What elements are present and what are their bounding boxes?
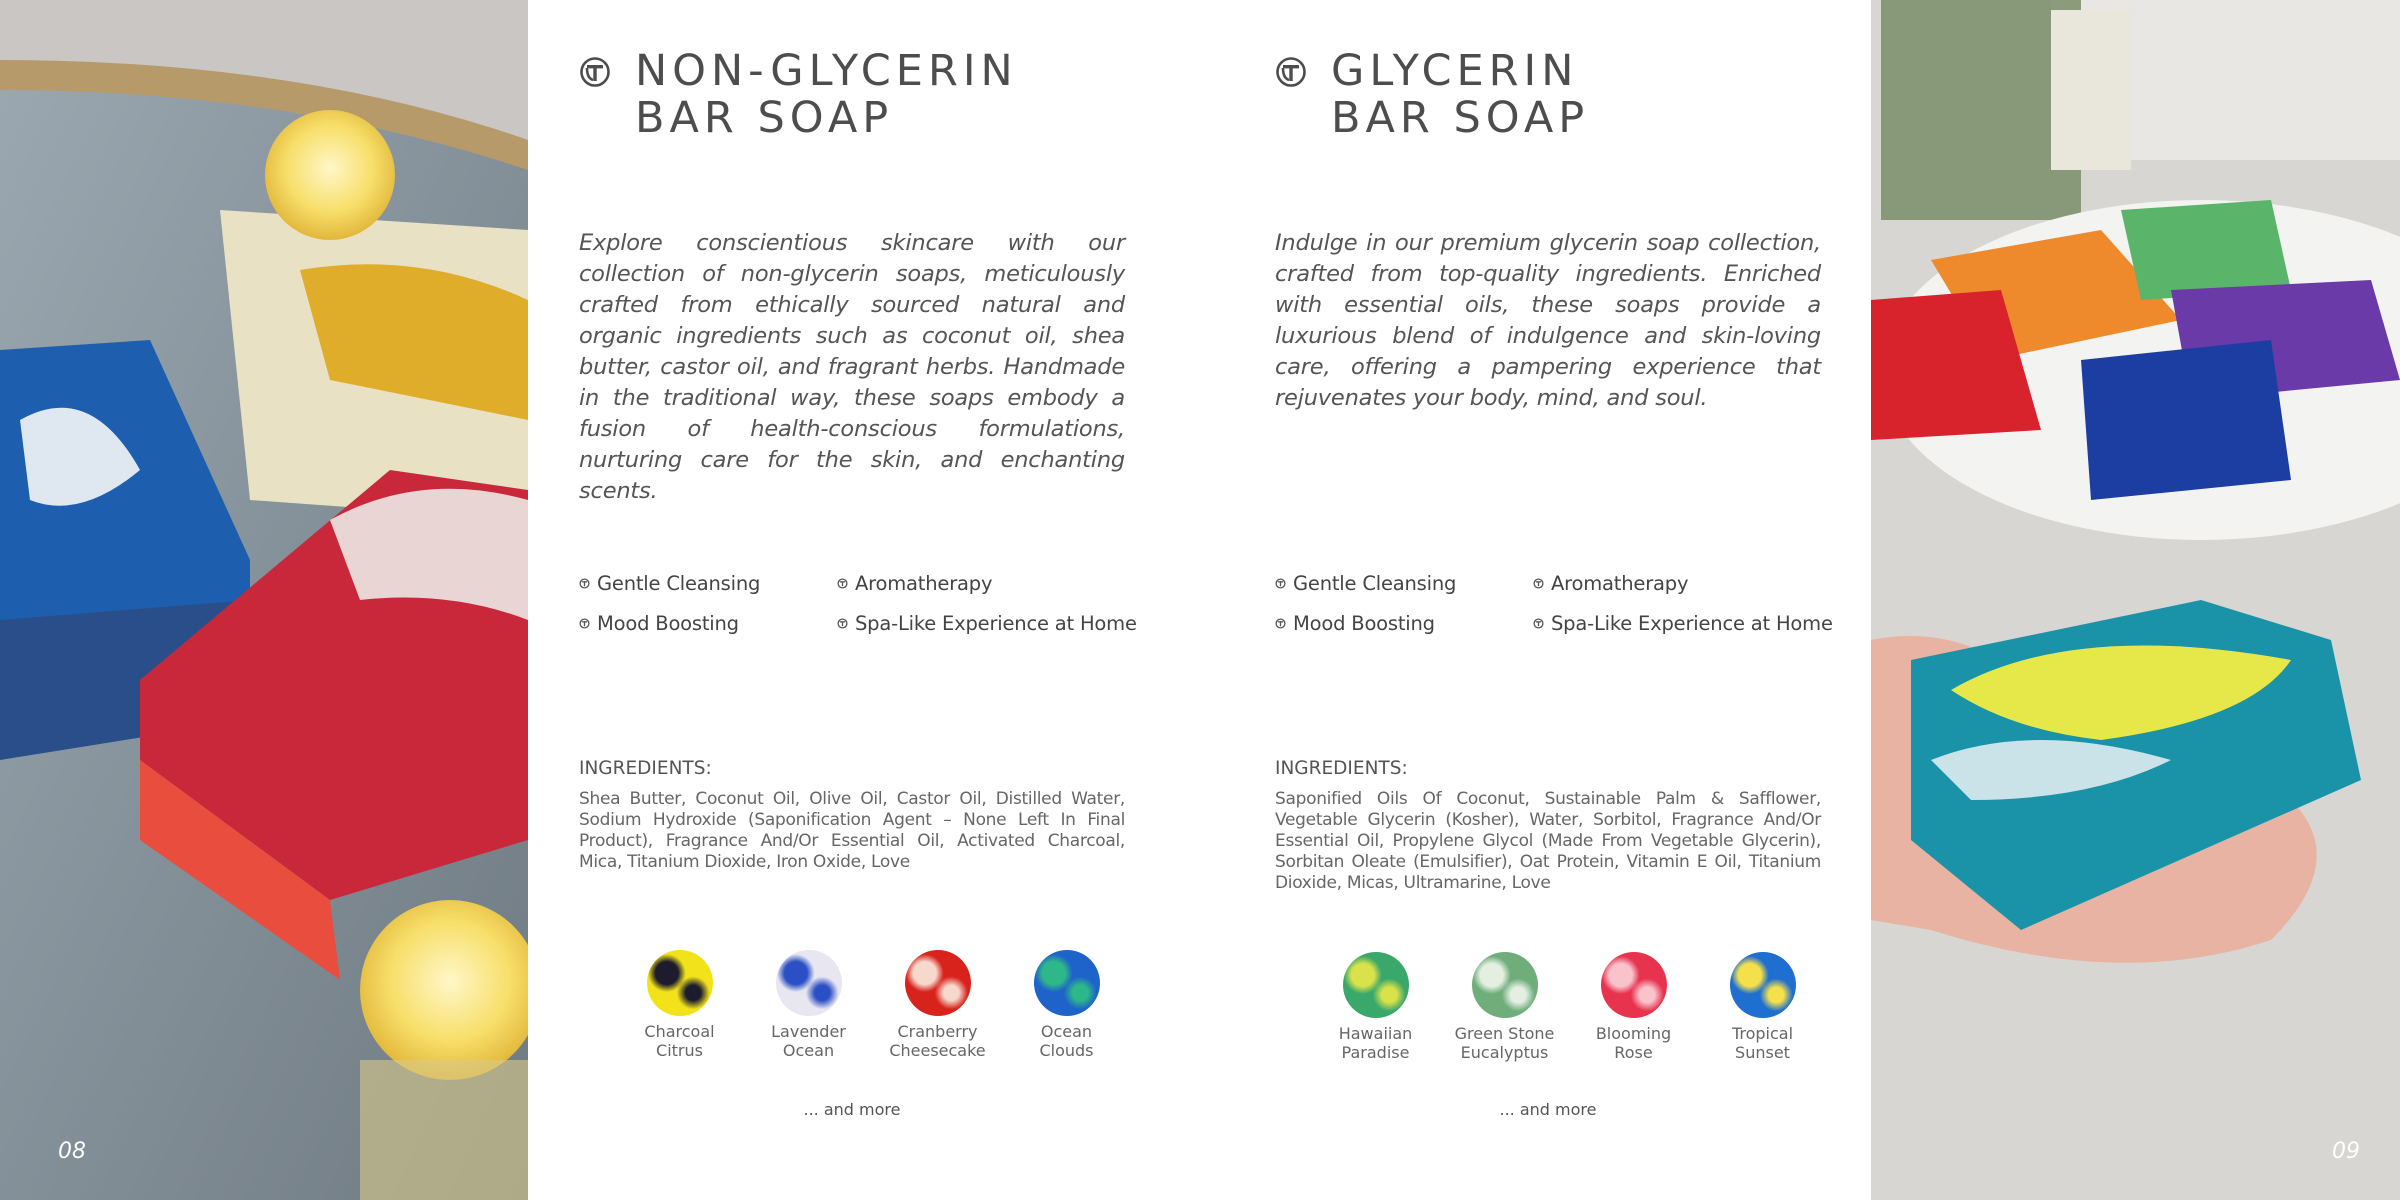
brand-bullet-icon: [579, 618, 590, 629]
title-line-2: BAR SOAP: [1331, 93, 1590, 143]
scent-swatches: [615, 950, 1131, 1060]
glycerin-section: [1275, 0, 1833, 1200]
and-more-text: ... and more: [803, 1100, 901, 1119]
brand-bullet-icon: [1533, 618, 1544, 629]
brand-bullet-icon: [837, 618, 848, 629]
ingredients-heading: INGREDIENTS:: [579, 758, 712, 779]
scent-swatch: [1311, 952, 1440, 1062]
swatch-image: [1034, 950, 1100, 1016]
swatch-image: [647, 950, 713, 1016]
brand-bullet-icon: [837, 578, 848, 589]
feature-item: Aromatherapy: [1533, 572, 1833, 595]
swatch-image: [1472, 952, 1538, 1018]
swatch-image: [1730, 952, 1796, 1018]
section-description: Explore conscientious skincare with our collection of non-glycerin soaps, meticulously crafted from ethically sourced natural and organic ingredients such as coconut oil, shea butter, castor oil, and fragrant herbs. Handmade in the traditional way, these soaps embody a fusion of health-conscious formulations, nurturing care for the skin, and enchanting scents.: [579, 230, 1125, 504]
section-description: Indulge in our premium glycerin soap collection, crafted from top-quality ingredients. Enriched with essential oils, these soaps provide a luxurious blend of indulgence and skin-loving care, offering a pampering experience that rejuvenates your body, mind, and soul.: [1275, 230, 1821, 411]
scent-swatch: [1440, 952, 1569, 1062]
feature-item: Spa-Like Experience at Home: [1533, 612, 1833, 635]
brand-logo-icon: [1275, 56, 1307, 88]
brand-bullet-icon: [579, 578, 590, 589]
brand-logo-icon: [579, 56, 611, 88]
swatch-label: Ocean Clouds: [1039, 1022, 1094, 1060]
swatch-label: Blooming Rose: [1595, 1024, 1672, 1062]
swatch-image: [776, 950, 842, 1016]
feature-item: Gentle Cleansing: [579, 572, 837, 595]
swatch-image: [905, 950, 971, 1016]
feature-list: [579, 572, 1139, 635]
feature-item: Spa-Like Experience at Home: [837, 612, 1137, 635]
swatch-label: Cranberry Cheesecake: [889, 1022, 986, 1060]
scent-swatch: [873, 950, 1002, 1060]
feature-list: [1275, 572, 1835, 635]
ingredients-text: Shea Butter, Coconut Oil, Olive Oil, Castor Oil, Distilled Water, Sodium Hydroxide (Saponification Agent – None Left In Final Product), Fragrance And/Or Essential Oil, Activated Charcoal, Mica, Titanium Dioxide, Iron Oxide, Love: [579, 789, 1125, 872]
page-number-left: 08: [58, 1139, 86, 1164]
swatch-label: Charcoal Citrus: [644, 1022, 715, 1060]
scent-swatch: [1569, 952, 1698, 1062]
brand-bullet-icon: [1533, 578, 1544, 589]
photo-right-soap-hand: [1871, 0, 2400, 1200]
scent-swatch: [615, 950, 744, 1060]
section-title: [579, 48, 1018, 142]
photo-left-soap-bars: [0, 0, 528, 1200]
feature-item: Gentle Cleansing: [1275, 572, 1533, 595]
title-line-1: NON-GLYCERIN: [635, 46, 1018, 96]
scent-swatch: [1698, 952, 1827, 1062]
non-glycerin-section: [579, 0, 1137, 1200]
title-line-2: BAR SOAP: [635, 93, 894, 143]
feature-item: Mood Boosting: [579, 612, 837, 635]
feature-item: Mood Boosting: [1275, 612, 1533, 635]
ingredients-heading: INGREDIENTS:: [1275, 758, 1408, 779]
section-title: [1275, 48, 1589, 142]
ingredients-text: Saponified Oils Of Coconut, Sustainable Palm & Safflower, Vegetable Glycerin (Kosher), Water, Sorbitol, Fragrance And/Or Essential Oil, Propylene Glycol (Made From Vegetable Glycerin), Sorbitan Oleate (Emulsifier), Oat Protein, Vitamin E Oil, Titanium Dioxide, Micas, Ultramarine, Love: [1275, 789, 1821, 893]
page-number-right: 09: [2332, 1139, 2360, 1164]
scent-swatch: [744, 950, 873, 1060]
brand-bullet-icon: [1275, 618, 1286, 629]
swatch-image: [1601, 952, 1667, 1018]
scent-swatches: [1311, 952, 1827, 1062]
swatch-image: [1343, 952, 1409, 1018]
scent-swatch: [1002, 950, 1131, 1060]
brand-bullet-icon: [1275, 578, 1286, 589]
swatch-label: Lavender Ocean: [771, 1022, 846, 1060]
swatch-label: Tropical Sunset: [1731, 1024, 1794, 1062]
swatch-label: Hawaiian Paradise: [1338, 1024, 1413, 1062]
and-more-text: ... and more: [1499, 1100, 1597, 1119]
swatch-label: Green Stone Eucalyptus: [1454, 1024, 1555, 1062]
feature-item: Aromatherapy: [837, 572, 1137, 595]
title-line-1: GLYCERIN: [1331, 46, 1579, 96]
